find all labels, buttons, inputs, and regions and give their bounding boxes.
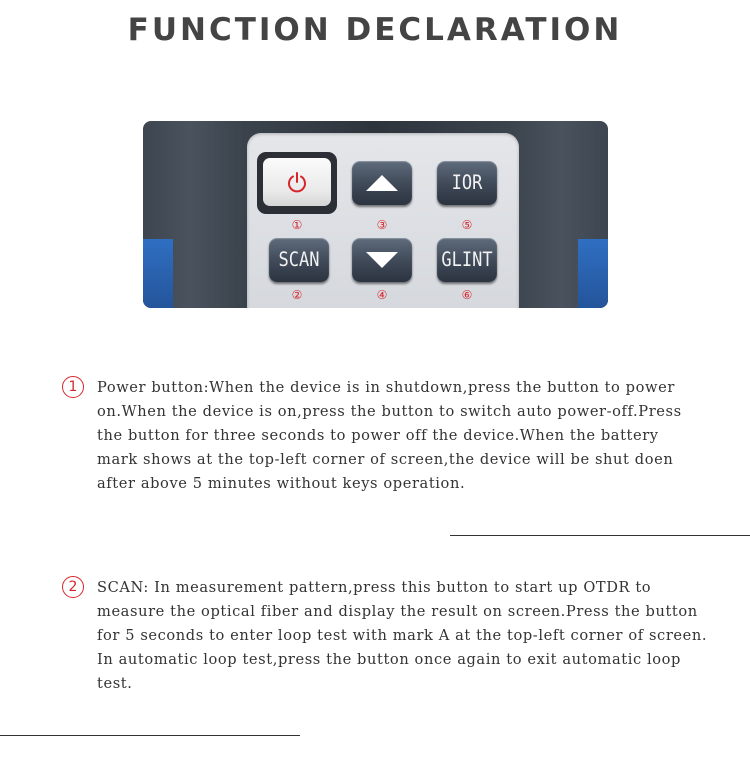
page-title: FUNCTION DECLARATION <box>127 12 623 48</box>
callout-4: ④ <box>376 288 388 302</box>
up-button[interactable] <box>352 161 412 205</box>
glint-button[interactable] <box>437 238 497 282</box>
item-text-1: Power button:When the device is in shutdown,press the button to power on.When the device is on,press the button to switch auto power-off.Press the button for three seconds to power off the device.When the battery mark shows at the top-left corner of screen,the device will be shut doen after above 5 minutes without keys operation. <box>97 379 682 492</box>
device-side-accent-right <box>578 239 608 308</box>
callout-5: ⑤ <box>461 218 473 232</box>
callout-3: ③ <box>376 218 388 232</box>
ior-label: IOR <box>451 171 483 195</box>
item-number-1: 1 <box>62 376 84 398</box>
keypad-photo <box>143 121 608 308</box>
power-key-face <box>263 158 331 206</box>
divider-right <box>450 535 750 536</box>
divider-left <box>0 735 300 736</box>
item-number-2: 2 <box>62 576 84 598</box>
callout-6: ⑥ <box>461 288 473 302</box>
down-button[interactable] <box>352 238 412 282</box>
triangle-down-icon <box>365 251 399 269</box>
item-text-2: SCAN: In measurement pattern,press this button to start up OTDR to measure the optical fiber and display the result on screen.Press the button for 5 seconds to enter loop test with mark A at the top-left corner of screen. In automatic loop test,press the button once again to exit automatic loop test. <box>97 579 708 692</box>
power-icon <box>286 171 308 193</box>
glint-label: GLINT <box>441 248 493 272</box>
scan-button[interactable] <box>269 238 329 282</box>
ior-button[interactable] <box>437 161 497 205</box>
power-button[interactable] <box>257 152 337 214</box>
triangle-up-icon <box>365 174 399 192</box>
device-side-accent-left <box>143 239 173 308</box>
scan-label: SCAN <box>278 248 320 272</box>
callout-2: ② <box>291 288 303 302</box>
callout-1: ① <box>291 218 303 232</box>
